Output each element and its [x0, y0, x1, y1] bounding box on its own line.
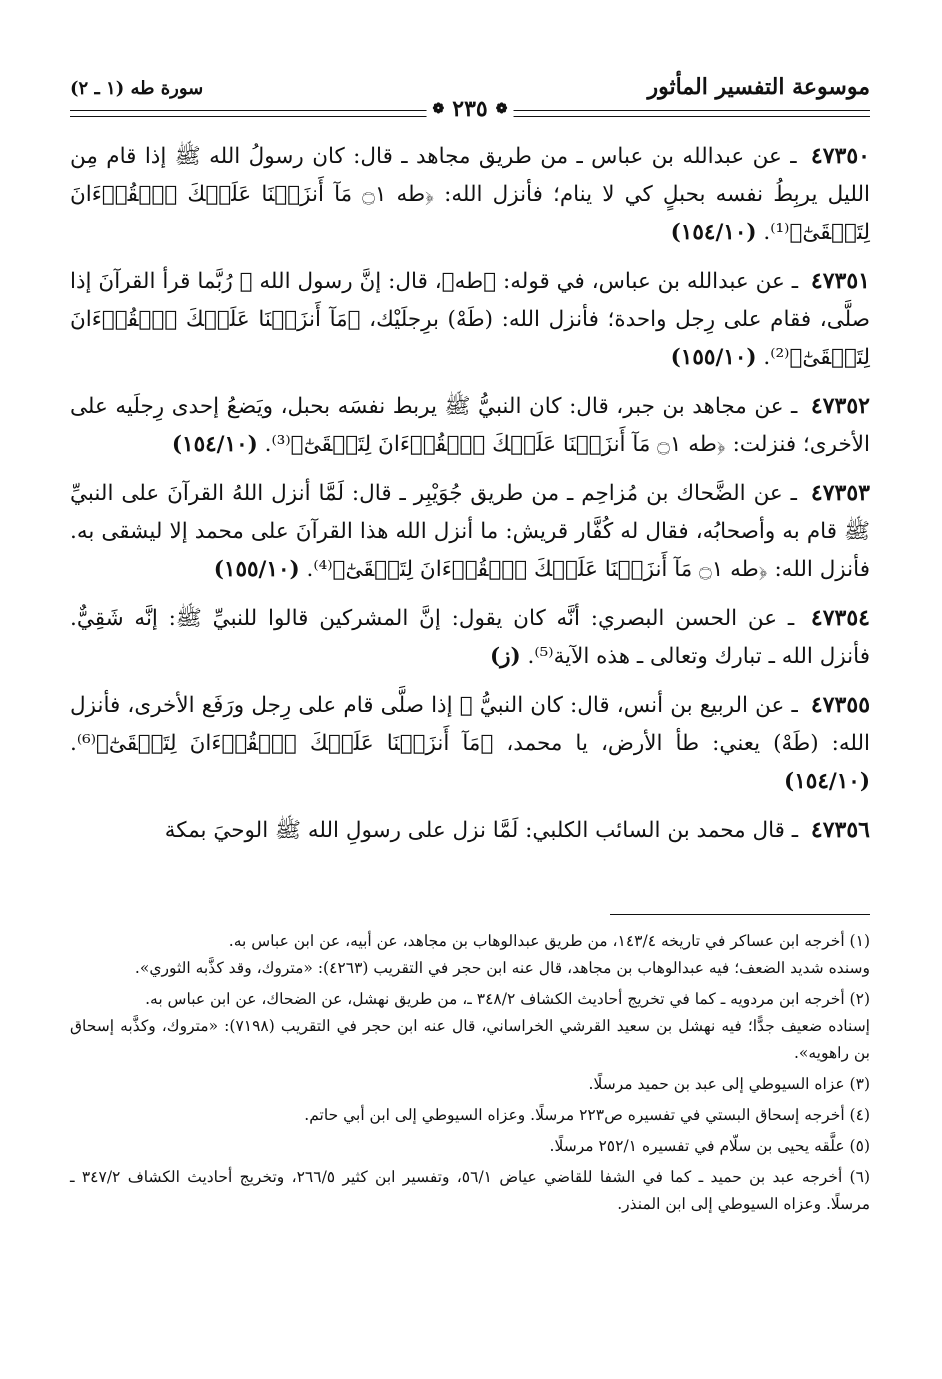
hadith-entry [70, 599, 870, 676]
entry-text: ـ عن الربيع بن أنس، قال: كان النبيُّ ﷺ إذا صلَّى قام على رِجل ورَفَع الأخرى، فأنزل الله: (طَهْ) يعني: طأ الأرض، يا محمد، ﴿مَآ أَنزَلۡنَا عَلَيۡكَ ٱلۡقُرۡءَانَ لِتَشۡقَىٰٓ﴾⁽⁶⁾. [70, 693, 870, 756]
footnote-line: (٢) أخرجه ابن مردويه ـ كما في تخريج أحاديث الكشاف ٣٤٨/٢ ـ، من طريق نهشل، عن الضحاك، عن ابن عباس به. [145, 990, 870, 1008]
entry-reference: (١٥٤/١٠) [171, 432, 258, 457]
entry-text: ـ عن الحسن البصري: أنَّه كان يقول: إنَّ المشركين قالوا للنبيِّ ﷺ: إنَّه شَقِيٌّ. فأنزل الله ـ تبارك وتعالى ـ هذه الآية⁽⁵⁾. [70, 606, 870, 669]
entry-number: ٤٧٣٥٦ [810, 817, 870, 843]
entry-reference: (ز) [489, 644, 521, 669]
entry-reference: (١٥٤/١٠) [784, 769, 870, 794]
entry-number: ٤٧٣٥٤ [810, 605, 870, 631]
hadith-entry [70, 686, 870, 801]
footnotes [70, 928, 870, 1222]
entry-text: ـ عن عبدالله بن عباس، في قوله: ﴿طه﴾، قال: إنَّ رسول الله ﷺ رُبَّما قرأ القرآنَ إذا صلَّى، فقام على رِجل واحدة؛ فأنزل الله: (طَهْ) برِجلَيْك، ﴿مَآ أَنزَلۡنَا عَلَيۡكَ ٱلۡقُرۡءَانَ لِتَشۡقَىٰٓ﴾⁽²⁾. [70, 269, 870, 370]
footnote-line: إسناده ضعيف جدًّا؛ فيه نهشل بن سعيد القرشي الخراساني، قال عنه ابن حجر في التقريب (٧١٩٨): «متروك، وكذَّبه إسحاق بن راهويه». [70, 1017, 870, 1062]
book-page [70, 0, 870, 1379]
entry-text: ـ عن عبدالله بن عباس ـ من طريق مجاهد ـ قال: كان رسولُ الله ﷺ إذا قام مِن الليل يربِطُ نفسه بحبلٍ كي لا ينام؛ فأنزل الله: ﴿طه ۝١ مَآ أَنزَلۡنَا عَلَيۡكَ ٱلۡقُرۡءَانَ لِتَشۡقَىٰٓ﴾⁽¹⁾. [70, 144, 870, 245]
entry-reference: (١٥٥/١٠) [670, 345, 757, 370]
hadith-entries [70, 137, 870, 860]
page-number-box [427, 96, 514, 122]
entry-number: ٤٧٣٥٥ [810, 692, 871, 718]
hadith-entry [70, 811, 870, 850]
entry-number: ٤٧٣٥١ [810, 268, 870, 294]
entry-number: ٤٧٣٥٢ [810, 393, 870, 419]
book-title: موسوعة التفسير المأثور [647, 74, 870, 100]
entry-text: ـ قال محمد بن السائب الكلبي: لَمَّا نزل على رسولِ الله ﷺ الوحيَ بمكة [164, 818, 799, 843]
page-number: ٢٣٥ [452, 96, 488, 122]
footnote [70, 928, 870, 982]
footnote [70, 986, 870, 1067]
footnote-line: (٦) أخرجه عبد بن حميد ـ كما في الشفا للقاضي عياض ٥٦/١، وتفسير ابن كثير ٢٦٦/٥، وتخريج أحاديث الكشاف ٣٤٧/٢ ـ مرسلًا. وعزاه السيوطي إلى ابن المنذر. [70, 1168, 870, 1213]
footnote [70, 1071, 870, 1098]
entry-number: ٤٧٣٥٠ [810, 143, 870, 169]
entry-reference: (١٥٥/١٠) [213, 557, 300, 582]
footnote-line: (٤) أخرجه إسحاق البستي في تفسيره ص٢٢٣ مرسلًا. وعزاه السيوطي إلى ابن أبي حاتم. [304, 1106, 870, 1124]
hadith-entry [70, 137, 870, 252]
entry-reference: (١٥٤/١٠) [670, 220, 757, 245]
footnote-separator [610, 914, 870, 915]
footnote-line: وسنده شديد الضعف؛ فيه عبدالوهاب بن مجاهد، قال عنه ابن حجر في التقريب (٤٢٦٣): «متروك، وقد كذَّبه الثوري». [134, 959, 870, 977]
footnote-line: (١) أخرجه ابن عساكر في تاريخه ١٤٣/٤، من طريق عبدالوهاب بن مجاهد، عن أبيه، عن ابن عباس به. [228, 932, 870, 950]
header-rule-right [502, 110, 870, 117]
hadith-entry [70, 262, 870, 377]
hadith-entry [70, 387, 870, 464]
surah-title: سورة طه (١ ـ ٢) [70, 78, 204, 99]
entry-number: ٤٧٣٥٣ [810, 480, 870, 506]
footnote-line: (٥) علَّقه يحيى بن سلّام في تفسيره ٢٥٢/١ مرسلًا. [549, 1137, 870, 1155]
footnote [70, 1164, 870, 1218]
page-header [70, 74, 870, 122]
header-rule-left [70, 110, 438, 117]
footnote [70, 1133, 870, 1160]
footnote-line: (٣) عزاه السيوطي إلى عبد بن حميد مرسلًا. [588, 1075, 870, 1093]
entry-text: ـ عن الضَّحاك بن مُزاحِم ـ من طريق جُوَيْبِر ـ قال: لَمَّا أنزل اللهُ القرآنَ على النبيِّ ﷺ قام به وأصحابُه، فقال له كُفَّار قريش: ما أنزل الله هذا القرآنَ على محمد إلا ليشقى به. فأنزل الله: ﴿طه ۝١ مَآ أَنزَلۡنَا عَلَيۡكَ ٱلۡقُرۡءَانَ لِتَشۡقَىٰٓ﴾⁽⁴⁾. [70, 481, 870, 582]
entry-text: ـ عن مجاهد بن جبر، قال: كان النبيُّ ﷺ يربط نفسَه بحبل، ويَضعُ إحدى رِجلَيه على الأخرى؛ فنزلت: ﴿طه ۝١ مَآ أَنزَلۡنَا عَلَيۡكَ ٱلۡقُرۡءَانَ لِتَشۡقَىٰٓ﴾⁽³⁾. [70, 394, 870, 457]
footnote [70, 1102, 870, 1129]
hadith-entry [70, 474, 870, 589]
ornament-icon: ❁ [495, 101, 508, 117]
ornament-icon: ❁ [432, 101, 445, 117]
